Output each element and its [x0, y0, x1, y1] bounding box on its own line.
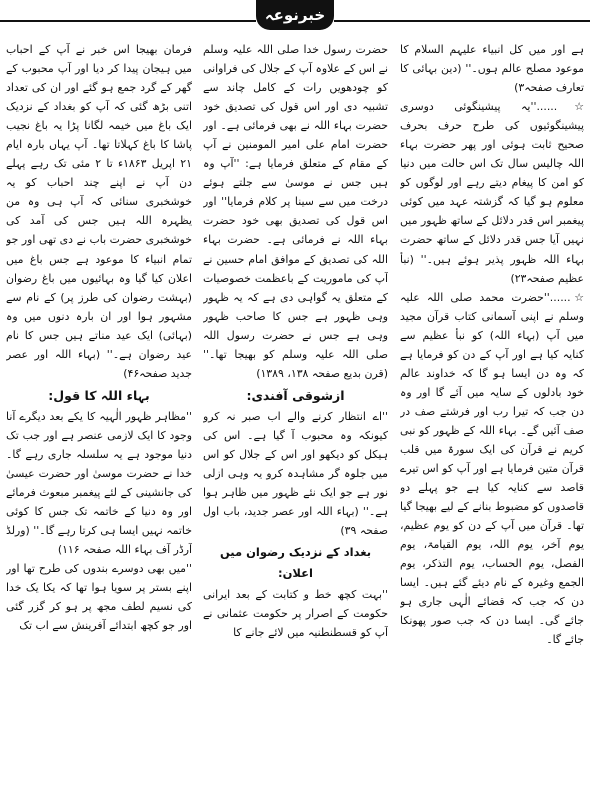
page-header: [0, 0, 590, 36]
paragraph: حضرت رسول خدا صلی اللہ علیہ وسلم نے اس کے علاوہ آپ کے جلال کی فراوانی کو چودھویں رات کے کامل چاند سے تشبیہ دی اور اس قول کی تصدیق خود حضرت بہاء اللہ نے بھی فرمائی ہے۔ اور حضرت امام علی امیر المومنین نے آپ کے مقام کے متعلق فرمایا ہے: ''آپ وہ ہیں جس نے موسیٰ سے جلتے ہوئے درخت میں سے سینا پر کلام فرمایا'' اور اس قول کی تصدیق بھی خود حضرت بہاء اللہ نے فرمائی ہے۔ حضرت بہاء اللہ کی تصدیق کے موافق امام حسین نے آپ کی ماموریت کے باعظمت خصوصیات کے متعلق یہ گواہی دی ہے کہ یہ ظہور وہی ظہور ہے جس کا صاحب ظہور وہی ہے جس نے حضرت رسول اللہ صلی اللہ علیہ وسلم کو بھیجا تھا۔'' (قرن بدیع صفحہ ۱۳۸، ۱۳۸۹): [203, 43, 388, 380]
text-column-right: [400, 40, 584, 796]
paragraph: فرمان بھیجا اس خبر نے آپ کے احباب میں ہیجان پیدا کر دیا اور آپ محبوب کے گھر کے گرد جمع ہو گئے اور ان کی تعداد اتنی بڑھ گئی کہ آپ کو بغداد کے نزدیک ایک باغ میں خیمہ لگانا پڑا یہ باغ نجیب پاشا کا باغ کہلاتا تھا۔ آپ یہاں بارہ ایام ۲۱ اپریل ۱۸۶۳ء تا ۲ مئی تک رہے پہلے دن آپ نے اپنے چند احباب کو یہ خوشخبری سنائی کہ آپ ہی وہ من یظہرہ اللہ ہیں جس کی آمد کی خوشخبری حضرت باب نے دی تھی اور جو تمام انبیاء کا موعود ہے جس باغ میں اعلان کیا گیا وہ بہائیوں میں باغ رضوان (بہشت رضوان کی طرز پر) کے نام سے مشہور ہوا اور ان بارہ دنوں میں وہ (بہائی) ایک عید مناتے ہیں جس کا نام عید رضوان ہے۔'' (بہاء اللہ اور عصر جدید صفحہ۴۶): [6, 43, 192, 380]
section-heading: بغداد کے نزدیک رضوان میں اعلان:: [219, 545, 372, 581]
paragraph: ☆......''حضرت محمد صلی اللہ علیہ وسلم نے اپنی آسمانی کتاب قرآن مجید میں آپ (بہاء اللہ) کو نبأ عظیم سے کنایہ کیا ہے اور آپ کے دن کو فرمایا ہے کہ وہ دن ایسا ہو گا کہ خداوند عالم خود بادلوں کے سایہ میں آئے گا اور وہ دن جب کہ تیرا رب اور فرشتے صف در صف آئیں گے۔ بہاء اللہ کے ظہور کو نبی کریم نے قرآن کی ایک سورۃ میں قلب قرآن متین فرمایا ہے اور آپ کو اس تیرے قاصد سے کنایہ کیا ہے جو پہلے دو قاصدوں کو مضبوط بنانے کے لیے بھیجا گیا تھا۔ قرآن میں آپ کے دن کو یوم عظیم، یوم آخر، یوم اللہ، یوم القیامۃ، یوم الفصل، یوم الحساب، یوم التذکر، یوم الجمع وغیرہ کے نام دیئے گئے ہیں۔ ایسا دن کہ جب کہ قضائے الٰہی جاری ہو جائے گی۔ ایسا دن کہ جب صور پھونکا جائے گا۔: [400, 290, 584, 647]
section-heading: ازشوقی آفندی:: [246, 387, 345, 403]
header-rule-left: [0, 20, 256, 22]
paragraph: ''بہت کچھ خط و کتابت کے بعد ایرانی حکومت کے اصرار پر حکومت عثمانی نے آپ کو قسطنطنیہ میں لائے جانے کا: [203, 588, 388, 640]
paragraph: ''اے انتظار کرنے والے اب صبر نہ کرو کیونکہ وہ محبوب آ گیا ہے۔ اس کی ہیکل کو دیکھو اور اس کے جلال کو اس میں جلوہ گر مشاہدہ کرو یہ وہی ازلی نور ہے جو ایک نئے ظہور میں ظاہر ہوا ہے۔'' (بہاء اللہ اور عصر جدید، باب اول صفحہ ۳۹): [203, 409, 388, 538]
paragraph: ''میں بھی دوسرے بندوں کی طرح تھا اور اپنے بستر پر سویا ہوا تھا کہ یکا یک خدا کی نسیم لطف مجھ پر ہو کر گزر گئی اور جو کچھ ابتدائے آفرینش سے اب تک: [6, 562, 192, 633]
paragraph: ☆......''یہ پیشینگوئی دوسری پیشینگوئیوں کی طرح حرف بحرف صحیح ثابت ہوئی اور پھر حضرت بہاء اللہ چالیس سال تک اس حالت میں دنیا کو امن کا پیغام دیتے رہے اور لوگوں کو معلوم ہو گیا کہ گزشتہ عہد میں کوئی پیغمبر اس قدر دلائل کے ساتھ ظہور میں نہیں آیا جس قدر دلائل کے ساتھ حضرت بہاء اللہ ظہور پذیر ہوئے ہیں۔'' (نبأ عظیم صفحہ۲۳): [400, 100, 584, 285]
header-rule-right: [334, 20, 590, 22]
paragraph: ''مظاہر ظہور الٰہیہ کا یکے بعد دیگرے آنا وجود کا ایک لازمی عنصر ہے اور جب تک دنیا موجود ہے یہ سلسلہ جاری رہے گا۔ خدا نے حضرت موسیٰ اور حضرت عیسیٰ کی جانشینی کے لئے پیغمبر مبعوث فرمائے اور وہ دنیا کے خاتمہ تک جس کا کوئی خاتمہ نہیں ایسا ہی کرتا رہے گا۔'' (ورلڈ آرڈر آف بہاء اللہ صفحہ ۱۱۶): [6, 409, 192, 557]
text-column-middle: [203, 40, 388, 796]
magazine-logo: خبرنوعہ: [256, 0, 334, 30]
text-column-left: [6, 40, 192, 796]
paragraph: ہے اور میں کل انبیاء علیہم السلام کا موعود مصلح عالم ہوں۔'' (دین بہائی کا تعارف صفحہ۳): [400, 43, 584, 95]
section-heading: بہاء اللہ کا قول:: [48, 387, 150, 403]
